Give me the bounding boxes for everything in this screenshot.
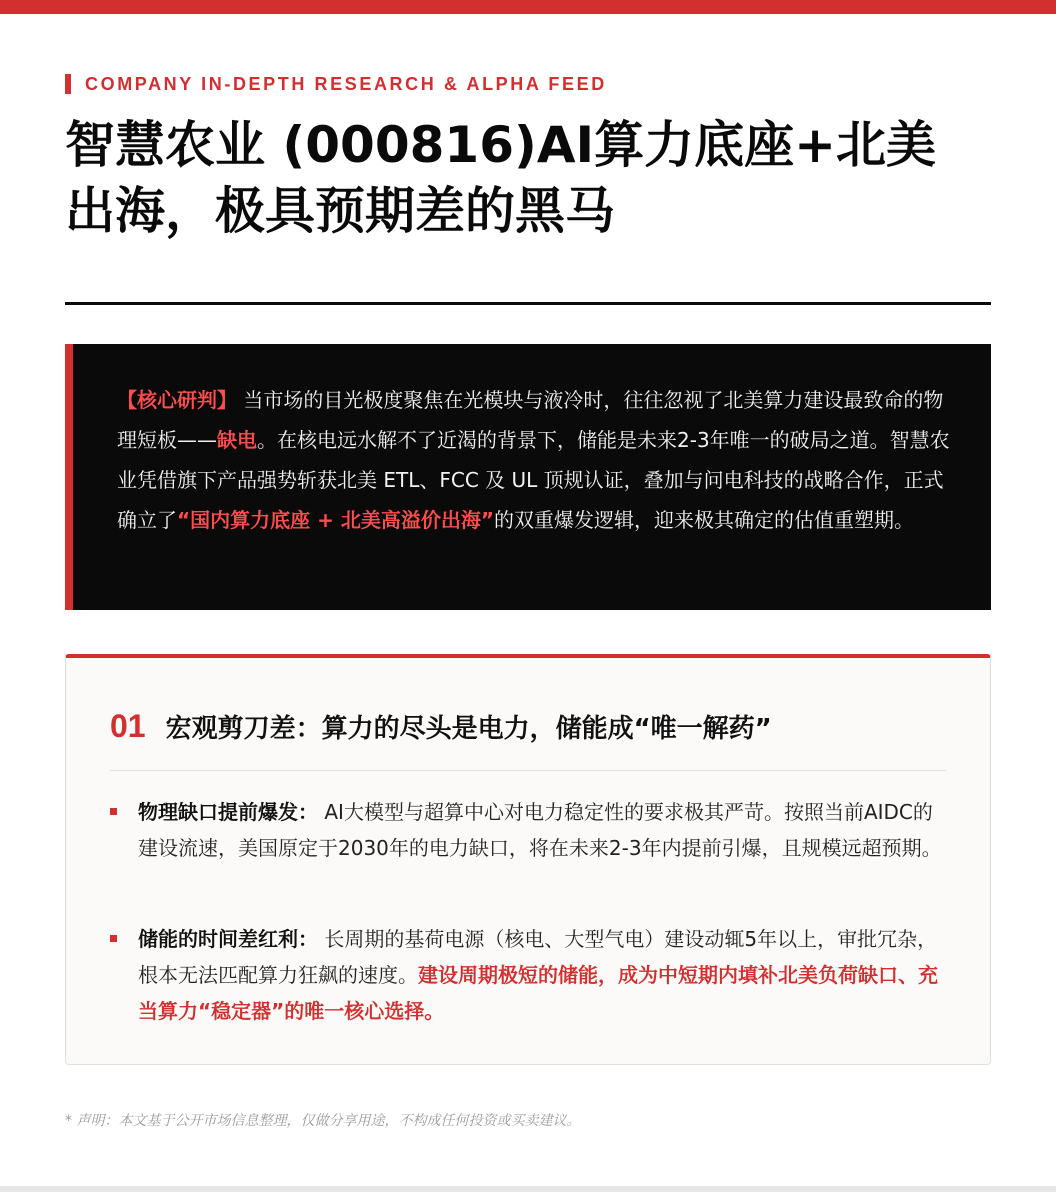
- bullet-highlight: 建设周期极短的储能，成为中短期内填补北美负荷缺口、充当算力“稳定器”的唯一核心选择。: [138, 963, 938, 1023]
- top-accent-bar: [0, 0, 1056, 14]
- bullet-label: 储能的时间差红利：: [138, 927, 318, 951]
- section-heading: [110, 708, 772, 745]
- list-item: [110, 794, 950, 866]
- core-text-1: 当市场的目光极度聚焦在光模块与液冷时，往往忽视了北美算力建设最致命的物理短板——: [117, 388, 944, 452]
- section-title: 宏观剪刀差：算力的尽头是电力，储能成“唯一解药”: [165, 714, 772, 744]
- disclaimer: * 声明：本文基于公开市场信息整理，仅做分享用途，不构成任何投资或买卖建议。: [65, 1113, 581, 1129]
- kicker: [65, 73, 607, 95]
- section-number: 01: [110, 708, 146, 744]
- bottom-bar: [0, 1186, 1056, 1192]
- core-text-2: 。在核电远水解不了近渴的背景下，储能是未来2-3年唯一的破局之道。智慧农业凭借旗下产品强势斩获北美 ETL、FCC 及 UL 顶规认证，叠加与问电科技的战略合作，正式确立了: [117, 428, 950, 532]
- bullet-square-icon: [110, 808, 117, 815]
- section-card: [65, 654, 991, 1065]
- bullet-square-icon: [110, 935, 117, 942]
- kicker-text: COMPANY IN-DEPTH RESEARCH & ALPHA FEED: [85, 73, 607, 94]
- kicker-marker: [65, 74, 71, 94]
- list-item: [110, 921, 950, 1029]
- title-divider: [65, 302, 991, 305]
- core-judgment-panel: [65, 344, 991, 610]
- bullet-text: [138, 794, 950, 866]
- bullet-text: [138, 921, 950, 1029]
- page-title: 智慧农业 (000816)AI算力底座+北美出海，极具预期差的黑马: [65, 116, 937, 240]
- core-highlight-1: 缺电: [217, 428, 257, 452]
- core-paragraph: [117, 380, 951, 540]
- bullet-body: 长周期的基荷电源（核电、大型气电）建设动辄5年以上，审批冗杂，根本无法匹配算力狂飙的速度。: [138, 927, 938, 987]
- bullet-label: 物理缺口提前爆发：: [138, 800, 318, 824]
- core-text-3: 的双重爆发逻辑，迎来极其确定的估值重塑期。: [493, 508, 914, 532]
- bullet-body: AI大模型与超算中心对电力稳定性的要求极其严苛。按照当前AIDC的建设流速，美国原定于2030年的电力缺口，将在未来2-3年内提前引爆，且规模远超预期。: [138, 800, 942, 860]
- section-divider: [110, 770, 946, 771]
- core-highlight-2: “国内算力底座 + 北美高溢价出海”: [177, 508, 494, 532]
- core-tag: 【核心研判】: [117, 388, 237, 412]
